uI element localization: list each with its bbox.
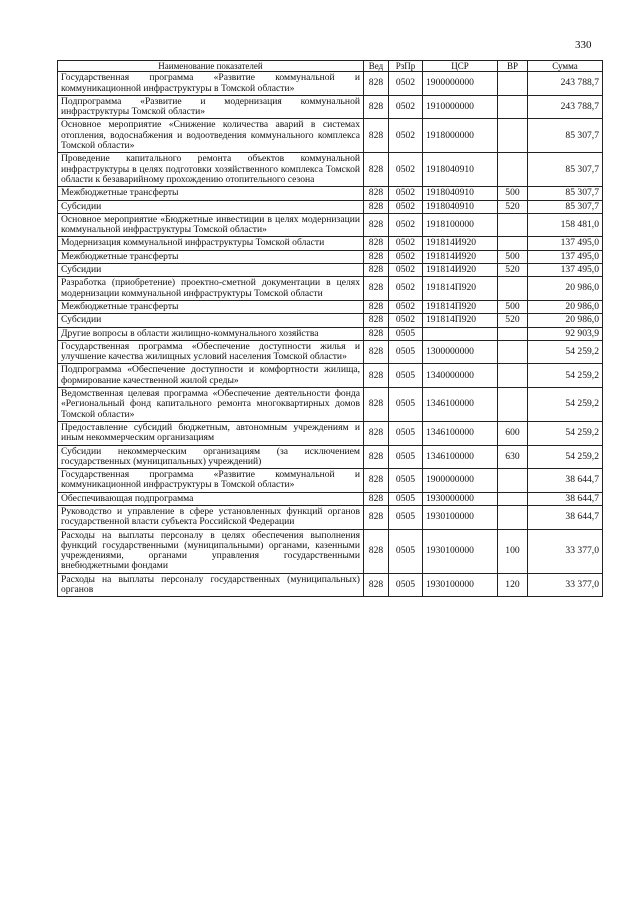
- cell-rzpr: 0502: [389, 213, 423, 237]
- cell-sum: 54 259,2: [528, 421, 603, 445]
- cell-rzpr: 0502: [389, 264, 423, 277]
- cell-name: Подпрограмма «Обеспечение доступности и комфортности жилища, формирование качественной жилой среды»: [58, 364, 364, 388]
- cell-ved: 828: [364, 445, 389, 469]
- cell-csr: 1346100000: [423, 421, 498, 445]
- cell-rzpr: 0505: [389, 492, 423, 505]
- cell-name: Другие вопросы в области жилищно-коммунального хозяйства: [58, 327, 364, 340]
- cell-csr: 191814И920: [423, 264, 498, 277]
- table-row: [58, 327, 603, 340]
- cell-ved: 828: [364, 300, 389, 313]
- cell-vr: [498, 469, 528, 493]
- cell-rzpr: 0505: [389, 364, 423, 388]
- header-rzpr: РзПр: [389, 61, 423, 72]
- cell-ved: 828: [364, 237, 389, 250]
- cell-name: Межбюджетные трансферты: [58, 187, 364, 200]
- cell-csr: 1918100000: [423, 213, 498, 237]
- cell-rzpr: 0505: [389, 421, 423, 445]
- cell-name: Государственная программа «Развитие коммунальной и коммуникационной инфраструктуры в Томской области»: [58, 72, 364, 96]
- cell-sum: 20 986,0: [528, 300, 603, 313]
- cell-rzpr: 0502: [389, 200, 423, 213]
- cell-rzpr: 0502: [389, 250, 423, 263]
- cell-csr: 1930100000: [423, 529, 498, 573]
- cell-name: Основное мероприятие «Бюджетные инвестиции в целях модернизации коммунальной инфраструктуры Томской области»: [58, 213, 364, 237]
- cell-ved: 828: [364, 529, 389, 573]
- cell-sum: 137 495,0: [528, 237, 603, 250]
- cell-rzpr: 0502: [389, 153, 423, 187]
- cell-sum: 137 495,0: [528, 264, 603, 277]
- cell-sum: 54 259,2: [528, 445, 603, 469]
- page-number: 330: [575, 39, 592, 51]
- cell-sum: 54 259,2: [528, 364, 603, 388]
- cell-vr: [498, 95, 528, 119]
- cell-sum: 85 307,7: [528, 153, 603, 187]
- cell-rzpr: 0505: [389, 529, 423, 573]
- table-row: [58, 388, 603, 422]
- cell-csr: 1346100000: [423, 388, 498, 422]
- header-name: Наименование показателей: [58, 61, 364, 72]
- cell-name: Разработка (приобретение) проектно-сметной документации в целях модернизации коммунальной инфраструктуры Томской области: [58, 277, 364, 301]
- cell-sum: 20 986,0: [528, 314, 603, 327]
- cell-name: Предоставление субсидий бюджетным, автономным учреждениям и иным некоммерческим организациям: [58, 421, 364, 445]
- cell-vr: 520: [498, 314, 528, 327]
- table-row: [58, 72, 603, 96]
- cell-vr: [498, 505, 528, 529]
- table-row: [58, 314, 603, 327]
- cell-csr: 1340000000: [423, 364, 498, 388]
- cell-name: Модернизация коммунальной инфраструктуры Томской области: [58, 237, 364, 250]
- cell-sum: 137 495,0: [528, 250, 603, 263]
- cell-vr: 500: [498, 300, 528, 313]
- cell-sum: 54 259,2: [528, 388, 603, 422]
- cell-csr: 191814П920: [423, 277, 498, 301]
- cell-vr: 520: [498, 200, 528, 213]
- table-row: [58, 505, 603, 529]
- table-row: [58, 119, 603, 153]
- cell-vr: [498, 340, 528, 364]
- cell-csr: 191814П920: [423, 300, 498, 313]
- cell-csr: 191814И920: [423, 237, 498, 250]
- cell-vr: [498, 213, 528, 237]
- table-row: [58, 153, 603, 187]
- cell-vr: 520: [498, 264, 528, 277]
- cell-ved: 828: [364, 469, 389, 493]
- cell-sum: 38 644,7: [528, 505, 603, 529]
- table-row: [58, 187, 603, 200]
- cell-csr: 1930100000: [423, 573, 498, 597]
- cell-sum: 243 788,7: [528, 95, 603, 119]
- cell-name: Руководство и управление в сфере установленных функций органов государственной власти субъекта Российской Федерации: [58, 505, 364, 529]
- cell-rzpr: 0505: [389, 340, 423, 364]
- cell-sum: 33 377,0: [528, 573, 603, 597]
- cell-sum: 92 903,9: [528, 327, 603, 340]
- cell-ved: 828: [364, 388, 389, 422]
- cell-rzpr: 0505: [389, 469, 423, 493]
- cell-csr: 191814П920: [423, 314, 498, 327]
- cell-ved: 828: [364, 153, 389, 187]
- cell-rzpr: 0505: [389, 505, 423, 529]
- cell-name: Ведомственная целевая программа «Обеспечение деятельности фонда «Региональный фонд капитального ремонта многоквартирных домов Томской области»: [58, 388, 364, 422]
- cell-csr: 1346100000: [423, 445, 498, 469]
- cell-ved: 828: [364, 573, 389, 597]
- cell-vr: [498, 277, 528, 301]
- cell-ved: 828: [364, 213, 389, 237]
- cell-vr: [498, 364, 528, 388]
- cell-rzpr: 0502: [389, 119, 423, 153]
- cell-ved: 828: [364, 250, 389, 263]
- cell-name: Субсидии: [58, 264, 364, 277]
- cell-name: Субсидии: [58, 200, 364, 213]
- cell-vr: [498, 492, 528, 505]
- cell-csr: 1900000000: [423, 72, 498, 96]
- cell-sum: 85 307,7: [528, 187, 603, 200]
- cell-ved: 828: [364, 421, 389, 445]
- cell-ved: 828: [364, 327, 389, 340]
- cell-name: Субсидии: [58, 314, 364, 327]
- cell-ved: 828: [364, 492, 389, 505]
- cell-sum: 33 377,0: [528, 529, 603, 573]
- cell-name: Расходы на выплаты персоналу государственных (муниципальных) органов: [58, 573, 364, 597]
- cell-name: Расходы на выплаты персоналу в целях обеспечения выполнения функций государственными (муниципальными) органами, казенными учреждениями, органами управления государственными внебюджетными фондами: [58, 529, 364, 573]
- cell-vr: [498, 327, 528, 340]
- cell-ved: 828: [364, 119, 389, 153]
- header-ved: Вед: [364, 61, 389, 72]
- cell-vr: 500: [498, 187, 528, 200]
- cell-csr: 1930000000: [423, 492, 498, 505]
- table-row: [58, 529, 603, 573]
- cell-rzpr: 0502: [389, 187, 423, 200]
- cell-csr: 1918040910: [423, 200, 498, 213]
- cell-vr: 120: [498, 573, 528, 597]
- table-row: [58, 340, 603, 364]
- cell-sum: 85 307,7: [528, 200, 603, 213]
- cell-ved: 828: [364, 505, 389, 529]
- cell-ved: 828: [364, 364, 389, 388]
- cell-vr: [498, 237, 528, 250]
- cell-csr: [423, 327, 498, 340]
- table-row: [58, 469, 603, 493]
- cell-ved: 828: [364, 264, 389, 277]
- cell-csr: 1918040910: [423, 187, 498, 200]
- cell-ved: 828: [364, 95, 389, 119]
- table-row: [58, 264, 603, 277]
- cell-ved: 828: [364, 340, 389, 364]
- table-row: [58, 421, 603, 445]
- cell-vr: [498, 119, 528, 153]
- cell-sum: 38 644,7: [528, 469, 603, 493]
- table-row: [58, 95, 603, 119]
- table-row: [58, 573, 603, 597]
- cell-ved: 828: [364, 277, 389, 301]
- cell-rzpr: 0502: [389, 95, 423, 119]
- table-header: [58, 61, 603, 72]
- cell-vr: 100: [498, 529, 528, 573]
- table-row: [58, 237, 603, 250]
- header-csr: ЦСР: [423, 61, 498, 72]
- header-sum: Сумма: [528, 61, 603, 72]
- cell-name: Субсидии некоммерческим организациям (за исключением государственных (муниципальных) учреждений): [58, 445, 364, 469]
- cell-name: Государственная программа «Обеспечение доступности жилья и улучшение качества жилищных условий населения Томской области»: [58, 340, 364, 364]
- cell-rzpr: 0505: [389, 573, 423, 597]
- table-row: [58, 200, 603, 213]
- cell-csr: 1300000000: [423, 340, 498, 364]
- cell-rzpr: 0502: [389, 314, 423, 327]
- cell-ved: 828: [364, 72, 389, 96]
- cell-csr: 191814И920: [423, 250, 498, 263]
- cell-ved: 828: [364, 187, 389, 200]
- cell-name: Подпрограмма «Развитие и модернизация коммунальной инфраструктуры Томской области»: [58, 95, 364, 119]
- header-row: [58, 61, 603, 72]
- cell-sum: 20 986,0: [528, 277, 603, 301]
- cell-name: Основное мероприятие «Снижение количества аварий в системах отопления, водоснабжения и водоотведения коммунального комплекса Томской области»: [58, 119, 364, 153]
- table-row: [58, 250, 603, 263]
- cell-rzpr: 0505: [389, 388, 423, 422]
- cell-sum: 85 307,7: [528, 119, 603, 153]
- table-body: [58, 72, 603, 597]
- cell-csr: 1918000000: [423, 119, 498, 153]
- table-row: [58, 300, 603, 313]
- cell-rzpr: 0505: [389, 445, 423, 469]
- cell-csr: 1900000000: [423, 469, 498, 493]
- cell-csr: 1930100000: [423, 505, 498, 529]
- cell-name: Межбюджетные трансферты: [58, 250, 364, 263]
- cell-name: Межбюджетные трансферты: [58, 300, 364, 313]
- table-row: [58, 445, 603, 469]
- cell-vr: [498, 72, 528, 96]
- cell-sum: 54 259,2: [528, 340, 603, 364]
- cell-rzpr: 0505: [389, 327, 423, 340]
- cell-rzpr: 0502: [389, 277, 423, 301]
- budget-table: [57, 60, 603, 597]
- cell-name: Государственная программа «Развитие коммунальной и коммуникационной инфраструктуры в Томской области»: [58, 469, 364, 493]
- table-row: [58, 492, 603, 505]
- cell-name: Обеспечивающая подпрограмма: [58, 492, 364, 505]
- cell-sum: 158 481,0: [528, 213, 603, 237]
- cell-rzpr: 0502: [389, 237, 423, 250]
- cell-vr: 500: [498, 250, 528, 263]
- cell-vr: [498, 153, 528, 187]
- table-row: [58, 213, 603, 237]
- cell-vr: 630: [498, 445, 528, 469]
- cell-sum: 243 788,7: [528, 72, 603, 96]
- cell-name: Проведение капитального ремонта объектов коммунальной инфраструктуры в целях подготовки хозяйственного комплекса Томской области к безаварийному прохождению отопительного сезона: [58, 153, 364, 187]
- table-row: [58, 277, 603, 301]
- cell-vr: [498, 388, 528, 422]
- table-row: [58, 364, 603, 388]
- header-vr: ВР: [498, 61, 528, 72]
- cell-csr: 1910000000: [423, 95, 498, 119]
- cell-csr: 1918040910: [423, 153, 498, 187]
- cell-rzpr: 0502: [389, 300, 423, 313]
- cell-ved: 828: [364, 314, 389, 327]
- cell-rzpr: 0502: [389, 72, 423, 96]
- cell-ved: 828: [364, 200, 389, 213]
- cell-vr: 600: [498, 421, 528, 445]
- cell-sum: 38 644,7: [528, 492, 603, 505]
